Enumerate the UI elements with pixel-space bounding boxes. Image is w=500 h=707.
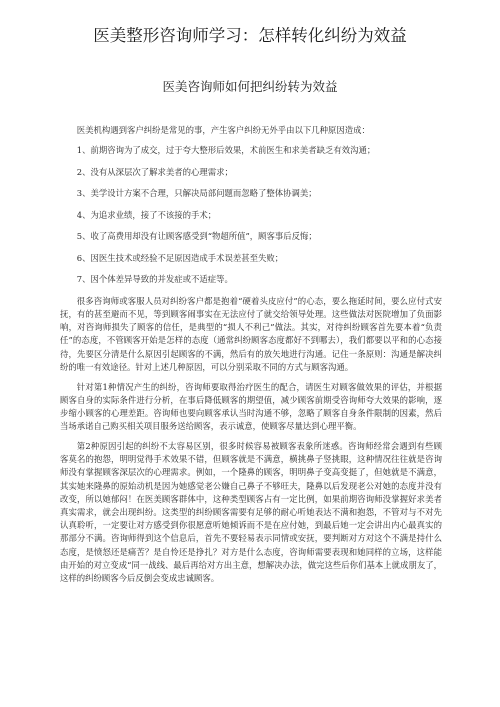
document-body [60,124,442,592]
cause-item: 1、前期咨询为了成交，过于夸大整形后效果，术前医生和求美者缺乏有效沟通； [76,145,376,156]
cause-item: 3、美学设计方案不合理，只解决局部问题而忽略了整体协调美； [76,188,317,199]
document-title: 医美整形咨询师学习：怎样转化纠纷为效益 [93,26,407,45]
cause-item: 4、为追求业绩，接了不该接的手术； [76,209,217,220]
body-paragraph: 很多咨询师或客服人员对纠纷客户都是抱着“硬着头皮应付”的心态，要么拖延时间，要么应付式安抚，有的甚至避而不见，等到顾客闹事实在无法应付了就交给领导处理。这些做法对医院增加了负面影响，对咨询师损失了顾客的信任，是典型的“损人不利己”做法。其实，对待纠纷顾客首先要本着“负责任”的态度，不管顾客开始是怎样的态度（通常纠纷顾客态度都好不到哪去），我们都要以平和的心态接待，先要区分清是什么原因引起顾客的不满，然后有的放矢地进行沟通。记住一条原则：沟通是解决纠纷的唯一有效途径。针对上述几种原因，可以分别采取不同的方式与顾客沟通。 [60,295,442,372]
cause-item: 5、收了高费用却没有让顾客感受到“物超所值”，顾客事后反悔； [76,231,317,242]
body-paragraph: 针对第1种情况产生的纠纷，咨询师要取得治疗医生的配合，请医生对顾客做效果的评估，并根据顾客自身的实际条件进行分析，在事后降低顾客的期望值，减少顾客前期受咨询师夸大效果的影响，逐步缩小顾客的心理差距。咨询师也要向顾客承认当时沟通不够，忽略了顾客自身条件限制的因素，然后当场承诺自己购买相关项目服务送给顾客，表示诚意，使顾客尽量达到心理平衡。 [60,381,442,432]
cause-item: 7、因个体差异导致的并发症或不适症等。 [76,274,233,285]
cause-item: 6、因医生技术或经验不足原因造成手术误差甚至失败； [76,252,284,263]
document-subtitle: 医美咨询师如何把纠纷转为效益 [162,79,338,94]
intro-paragraph: 医美机构遇到客户纠纷是常见的事，产生客户纠纷无外乎由以下几种原因造成： [76,125,370,135]
body-paragraph: 第2种原因引起的纠纷不太容易区别，很多时候容易被顾客表象所迷惑。咨询师经常会遇到有些顾客莫名的抱怨，明明觉得手术效果不错，但顾客就是不满意，横挑鼻子竖挑眼，这种情况往往就是咨询师没有掌握顾客深层次的心理需求。例如，一个隆鼻的顾客，明明鼻子变高变挺了，但她就是不满意，其实她来隆鼻的原始动机是因为她感觉老公嫌自己鼻子不够旺夫，隆鼻以后发现老公对她的态度并没有改变，所以她郁闷！在医美顾客群体中，这种类型顾客占有一定比例，如果前期咨询师没掌握好求美者真实需求，就会出现纠纷。这类型的纠纷顾客需要有足够的耐心听她表达不满和抱怨，不管对与不对先认真聆听，一定要让对方感受到你很愿意听她倾诉而不是在应付她，到最后她一定会讲出内心最真实的那部分不满。咨询师得到这个信息后，首先不要轻易表示同情或安抚，要判断对方对这个不满是持什么态度，是愤怒还是痛苦？是自怜还是挣扎？对方是什么态度，咨询师需要表现和她同样的立场，这样能由开始的对立变成“同一战线、最后再给对方出主意，想解决办法，做完这些后你们基本上就成朋友了，这样的纠纷顾客今后反倒会变成忠诚顾客。 [60,440,442,583]
cause-item: 2、没有从深层次了解求美者的心理需求； [76,166,233,177]
